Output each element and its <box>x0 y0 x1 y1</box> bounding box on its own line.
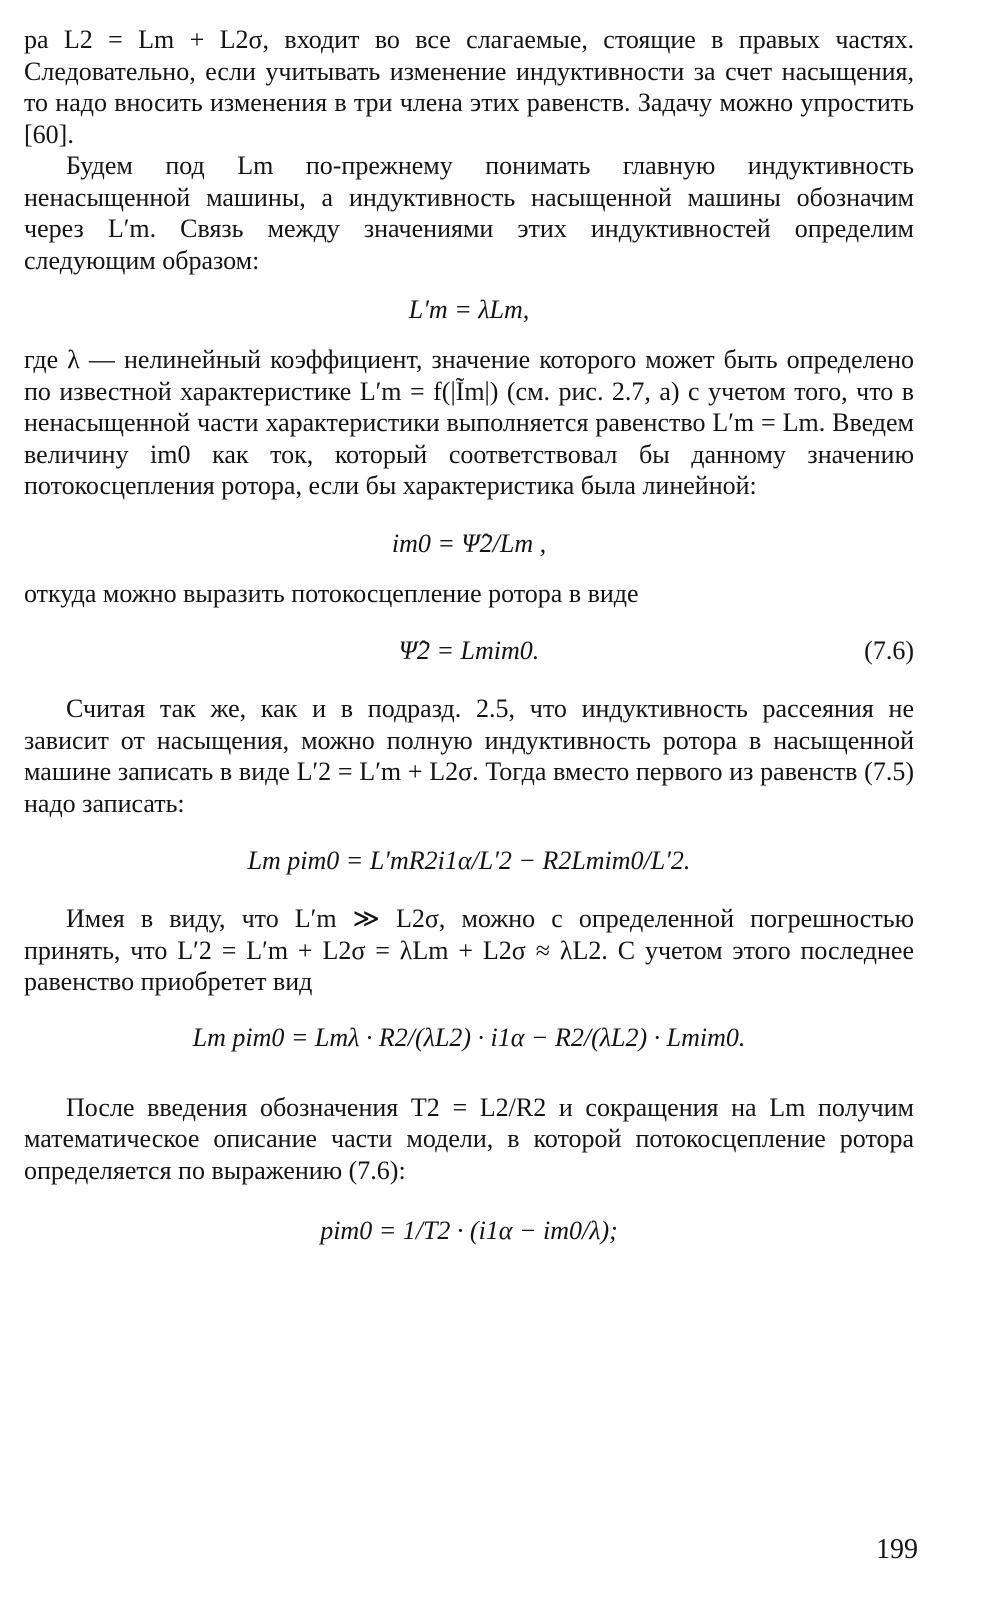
page-number: 199 <box>876 1534 918 1565</box>
paragraph-1: ра L2 = Lm + L2σ, входит во все слагаемые, стоящие в правых частях. Следовательно, если учитывать изменение индуктивности за счет насыщения, то надо вносить изменения в три члена этих равенств. Задачу можно упростить [60]. <box>24 25 914 149</box>
equation-5-text: Lm pim0 = Lmλ · R2/(λL2) · i1α − R2/(λL2) · Lmim0. <box>192 1022 746 1052</box>
paragraph-4: откуда можно выразить потокосцепление ротора в виде <box>24 578 639 608</box>
equation-4-text: Lm pim0 = L′mR2i1α/L′2 − R2Lmim0/L′2. <box>247 846 691 875</box>
equation-1 <box>24 290 914 330</box>
paragraph-7: После введения обозначения T2 = L2/R2 и сокращения на Lm получим математическое описание части модели, в которой потокосцепление ротора определяется по выражению (7.6): <box>24 1092 914 1185</box>
paragraph-2: Будем под Lm по-прежнему понимать главную индуктивность ненасыщенной машины, а индуктивность насыщенной машины обозначим через L′m. Связь между значениями этих индуктивностей определим следующим образом: <box>24 151 914 275</box>
paragraph-5: Считая так же, как и в подразд. 2.5, что индуктивность рассеяния не зависит от насыщения, можно полную индуктивность ротора в насыщенной машине записать в виде L′2 = L′m + L2σ. Тогда вместо первого из равенств (7.5) надо записать: <box>24 694 914 818</box>
equation-4 <box>24 841 914 881</box>
paragraph-3: где λ — нелинейный коэффициент, значение которого может быть определено по известной характеристике L′m = f(|Ĩm|) (см. рис. 2.7, а) с учетом того, что в ненасыщенной части характеристики выполняется равенство L′m = Lm. Введем величину im0 как ток, который соответствовал бы данному значению потокосцепления ротора, если бы характеристика была линейной: <box>24 345 914 500</box>
paragraph-6: Имея в виду, что L′m ≫ L2σ, можно с определенной погрешностью принять, что L′2 = L′m + L2σ = λLm + L2σ ≈ λL2. С учетом этого последнее равенство приобретет вид <box>24 904 914 996</box>
equation-3 <box>24 631 914 671</box>
equation-2 <box>24 524 914 564</box>
equation-1-text: L′m = λLm, <box>408 295 530 324</box>
equation-6 <box>24 1186 914 1276</box>
equation-5 <box>24 998 914 1078</box>
equation-2-text: im0 = Ψ̂2/Lm , <box>391 528 547 558</box>
equation-3-text: Ψ̂2 = Lmim0. <box>398 636 540 665</box>
equation-3-number: (7.6) <box>864 636 914 665</box>
equation-6-text: pim0 = 1/T2 · (i1α − im0/λ); <box>320 1216 618 1245</box>
page-body <box>24 24 914 1276</box>
